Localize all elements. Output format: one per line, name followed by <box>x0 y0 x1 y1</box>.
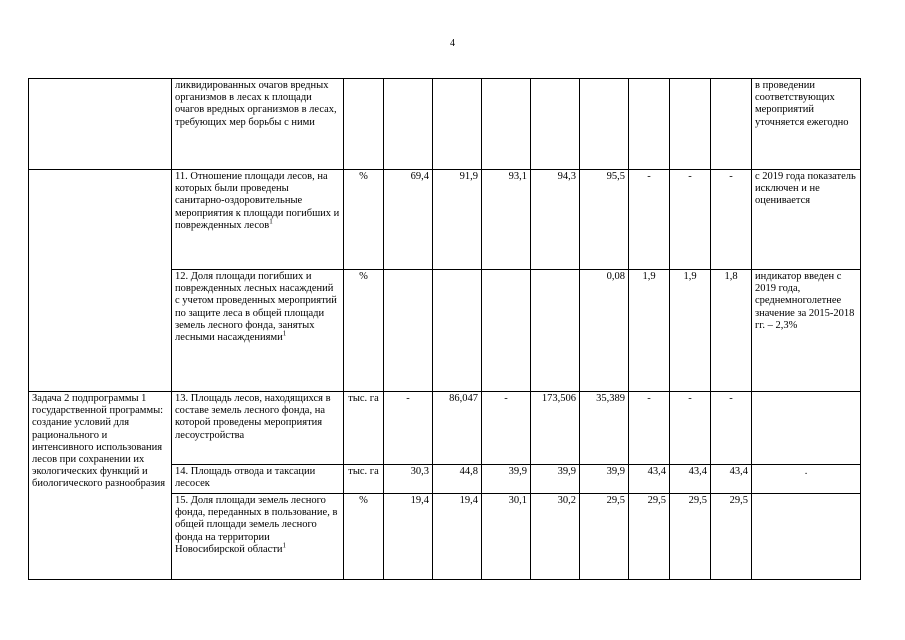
value-cell: - <box>711 392 752 465</box>
table-row <box>29 392 861 465</box>
value-cell: 30,1 <box>482 494 531 580</box>
task-cell <box>29 170 172 392</box>
value-cell: - <box>629 170 670 270</box>
page-number: 4 <box>450 38 455 49</box>
value-cell: 29,5 <box>711 494 752 580</box>
value-cell: 43,4 <box>670 465 711 494</box>
value-cell: - <box>384 392 433 465</box>
table-row <box>29 170 861 270</box>
indicator-cell: 14. Площадь отвода и таксации лесосек <box>172 465 344 494</box>
indicator-cell: 11. Отношение площади лесов, на которых были проведены санитарно-оздоровительные мероприятия к площади погибших и поврежденных лесов$^1$ <box>172 170 344 270</box>
footnote-mark: 1 <box>282 541 287 550</box>
value-cell <box>433 79 482 170</box>
value-cell: - <box>629 392 670 465</box>
unit-cell <box>344 79 384 170</box>
unit-cell: тыс. га <box>344 392 384 465</box>
value-cell: 39,9 <box>482 465 531 494</box>
value-cell: 29,5 <box>580 494 629 580</box>
unit-cell: % <box>344 494 384 580</box>
note-cell: индикатор введен с 2019 года, среднемноголетнее значение за 2015-2018 гг. – 2,3% <box>752 270 861 392</box>
value-cell <box>531 79 580 170</box>
value-cell: 29,5 <box>670 494 711 580</box>
footnote-mark: 1 <box>269 217 273 226</box>
note-cell: . <box>752 465 861 494</box>
value-cell: 173,506 <box>531 392 580 465</box>
value-cell: 95,5 <box>580 170 629 270</box>
value-cell: 35,389 <box>580 392 629 465</box>
value-cell <box>531 270 580 392</box>
note-cell: в проведении соответствующих мероприятий уточняется ежегодно <box>752 79 861 170</box>
value-cell: 39,9 <box>531 465 580 494</box>
unit-cell: % <box>344 170 384 270</box>
value-cell: 43,4 <box>629 465 670 494</box>
value-cell: 94,3 <box>531 170 580 270</box>
indicators-table <box>28 78 861 580</box>
value-cell: 86,047 <box>433 392 482 465</box>
value-cell <box>433 270 482 392</box>
value-cell: 1,9 <box>629 270 670 392</box>
unit-cell: % <box>344 270 384 392</box>
table-row <box>29 79 861 170</box>
value-cell <box>384 79 433 170</box>
value-cell <box>384 270 433 392</box>
indicator-cell: 12. Доля площади погибших и поврежденных лесных насаждений с учетом проведенных мероприятий по защите леса в общей площади земель лесного фонда, занятых лесными насаждениями$^1$ <box>172 270 344 392</box>
value-cell: - <box>711 170 752 270</box>
indicator-cell: 15. Доля площади земель лесного фонда, переданных в пользование, в общей площади земель лесного фонда на территории Новосибирской области$^1$ <box>172 494 344 580</box>
value-cell: 39,9 <box>580 465 629 494</box>
value-cell <box>670 79 711 170</box>
value-cell: 93,1 <box>482 170 531 270</box>
indicator-cell: 13. Площадь лесов, находящихся в составе земель лесного фонда, на которой проведены мероприятия лесоустройства <box>172 392 344 465</box>
value-cell <box>629 79 670 170</box>
value-cell: 30,3 <box>384 465 433 494</box>
value-cell <box>482 270 531 392</box>
note-cell <box>752 392 861 465</box>
value-cell: 43,4 <box>711 465 752 494</box>
note-cell: с 2019 года показатель исключен и не оценивается <box>752 170 861 270</box>
value-cell: 69,4 <box>384 170 433 270</box>
task-cell <box>29 79 172 170</box>
value-cell: 29,5 <box>629 494 670 580</box>
value-cell <box>711 79 752 170</box>
value-cell: - <box>670 170 711 270</box>
note-cell <box>752 494 861 580</box>
indicator-cell: ликвидированных очагов вредных организмов в лесах к площади очагов вредных организмов в лесах, требующих мер борьбы с ними <box>172 79 344 170</box>
task-cell: Задача 2 подпрограммы 1 государственной программы: создание условий для рационального и интенсивного использования лесов при сохранении их экологических функций и биологического разнообразия <box>29 392 172 580</box>
unit-cell: тыс. га <box>344 465 384 494</box>
value-cell: 19,4 <box>433 494 482 580</box>
value-cell: 44,8 <box>433 465 482 494</box>
value-cell: 1,8 <box>711 270 752 392</box>
value-cell <box>482 79 531 170</box>
value-cell: 1,9 <box>670 270 711 392</box>
footnote-mark: 1 <box>282 329 287 338</box>
value-cell: 30,2 <box>531 494 580 580</box>
value-cell: 19,4 <box>384 494 433 580</box>
value-cell: 0,08 <box>580 270 629 392</box>
value-cell: 91,9 <box>433 170 482 270</box>
value-cell: - <box>482 392 531 465</box>
value-cell <box>580 79 629 170</box>
value-cell: - <box>670 392 711 465</box>
